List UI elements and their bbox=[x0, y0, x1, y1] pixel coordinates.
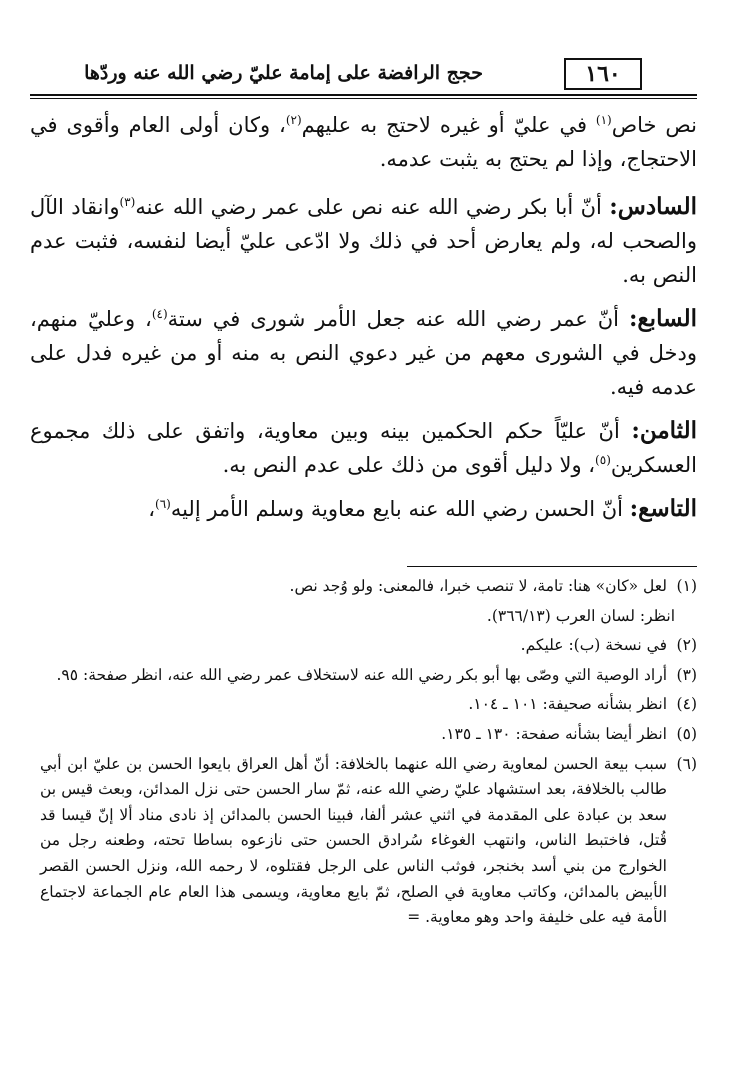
footnote-4 bbox=[40, 692, 697, 718]
footnote-3 bbox=[40, 663, 697, 689]
footnote-1-source: انظر: لسان العرب (٣٦٦/١٣). bbox=[486, 606, 675, 625]
term-seventh: السابع: bbox=[628, 305, 697, 332]
header-rule bbox=[30, 94, 697, 96]
footnote-number: (٦) bbox=[676, 754, 697, 773]
paragraph-seventh bbox=[30, 302, 697, 404]
term-sixth: السادس: bbox=[609, 193, 698, 220]
footnote-number: (٤) bbox=[676, 695, 697, 714]
footnote-ref-1: (١) bbox=[595, 113, 612, 127]
footnote-text: انظر أيضا بشأنه صفحة: ١٣٠ ـ ١٣٥. bbox=[441, 724, 667, 743]
running-title: حجج الرافضة على إمامة عليّ رضي الله عنه وردّها bbox=[84, 62, 483, 84]
term-ninth: التاسع: bbox=[629, 495, 697, 522]
footnote-text: في نسخة (ب): عليكم. bbox=[520, 636, 667, 655]
p3-text-a: أنّ عمر رضي الله عنه جعل الأمر شورى في ستة bbox=[167, 307, 629, 331]
paragraph-1 bbox=[30, 108, 697, 176]
footnote-number: (٢) bbox=[676, 636, 697, 655]
p5-text-a: أنّ الحسن رضي الله عنه بايع معاوية وسلم الأمر إليه bbox=[170, 497, 630, 521]
p1-text-a: نص خاص bbox=[611, 113, 697, 137]
p4-text-a: أنّ عليّاً حكم الحكمين بينه وبين معاوية، واتفق على ذلك مجموع العسكرين bbox=[30, 419, 697, 477]
footnotes bbox=[40, 574, 697, 935]
p2-text-a: أنّ أبا بكر رضي الله عنه نص على عمر رضي الله عنه bbox=[135, 195, 610, 219]
paragraph-sixth bbox=[30, 190, 697, 292]
p4-text-b: ، ولا دليل أقوى من ذلك على عدم النص به. bbox=[222, 453, 596, 477]
footnote-ref-6: (٦) bbox=[155, 497, 171, 511]
paragraph-ninth bbox=[30, 492, 697, 526]
footnote-6 bbox=[40, 752, 697, 931]
p5-text-b: ، bbox=[148, 497, 155, 521]
footnote-number: (٥) bbox=[676, 724, 697, 743]
main-text bbox=[30, 108, 697, 536]
header-rule-thin bbox=[30, 98, 697, 99]
footnote-5 bbox=[40, 722, 697, 748]
paragraph-eighth bbox=[30, 414, 697, 482]
p2-text-b: وانقاد الآل والصحب له، ولم يعارض أحد في ذلك ولا ادّعى عليّ أيضا لنفسه، فثبت عدم النص به. bbox=[30, 195, 697, 287]
footnote-text: سبب بيعة الحسن لمعاوية رضي الله عنهما بالخلافة: أنّ أهل العراق بايعوا الحسن بن عليّ ابن أبي طالب بالخلافة، بعد استشهاد عليّ رضي الله عنه، ثمّ سار الحسن حتى نزل المدائن، وبعث قيس بن سعد بن عبادة على المقدمة في اثني عشر ألفا، فبينا الحسن بالمدائن إذ نادى مناد ألا إنّ قيسا قد قُتل، فاختبط الناس، وانتهب الغوغاء سُرادق الحسن حتى نازعوه بساطا تحته، وطعنه رجل من الخوارج من بني أسد بخنجر، فوثب الناس على الرجل فقتلوه، لا رحمه الله، ونزل الحسن القصر الأبيض بالمدائن، وكاتب معاوية في الصلح، ثمّ بايع معاوية، ويسمى هذا العام عام الجماعة لاجتماع الأمة فيه على خليفة واحد وهو معاوية. = bbox=[40, 754, 667, 927]
page-number: ١٦٠ bbox=[564, 58, 642, 90]
footnote-1 bbox=[40, 574, 697, 600]
footnote-ref-5: (٥) bbox=[595, 453, 611, 467]
footnote-text: انظر بشأنه صحيفة: ١٠١ ـ ١٠٤. bbox=[468, 695, 667, 714]
footnote-ref-4: (٤) bbox=[151, 307, 168, 321]
p1-text-b: في عليّ أو غيره لاحتج به عليهم bbox=[301, 113, 596, 137]
p1-text-c: ، وكان أولى العام وأقوى في الاحتجاج، وإذا لم يحتج به يثبت عدمه. bbox=[30, 113, 697, 171]
term-eighth: الثامن: bbox=[631, 417, 697, 444]
footnote-ref-2: (٢) bbox=[285, 113, 302, 127]
footnote-number: (٣) bbox=[676, 665, 697, 684]
footnote-separator bbox=[407, 566, 697, 567]
footnote-text: لعل «كان» هنا: تامة، لا تنصب خبرا، فالمعنى: ولو وُجد نص. bbox=[289, 577, 667, 595]
p3-text-b: ، وعليّ منهم، ودخل في الشورى معهم من غير دعوي النص به منه أو من غيره فدل على عدمه فيه. bbox=[30, 307, 697, 399]
footnote-ref-3: (٣) bbox=[119, 195, 136, 209]
footnote-2 bbox=[40, 633, 697, 659]
footnote-number: (١) bbox=[676, 577, 697, 595]
footnote-text: أراد الوصية التي وصّى بها أبو بكر رضي الله عنه لاستخلاف عمر رضي الله عنه، انظر صفحة: ٩٥. bbox=[56, 665, 667, 684]
